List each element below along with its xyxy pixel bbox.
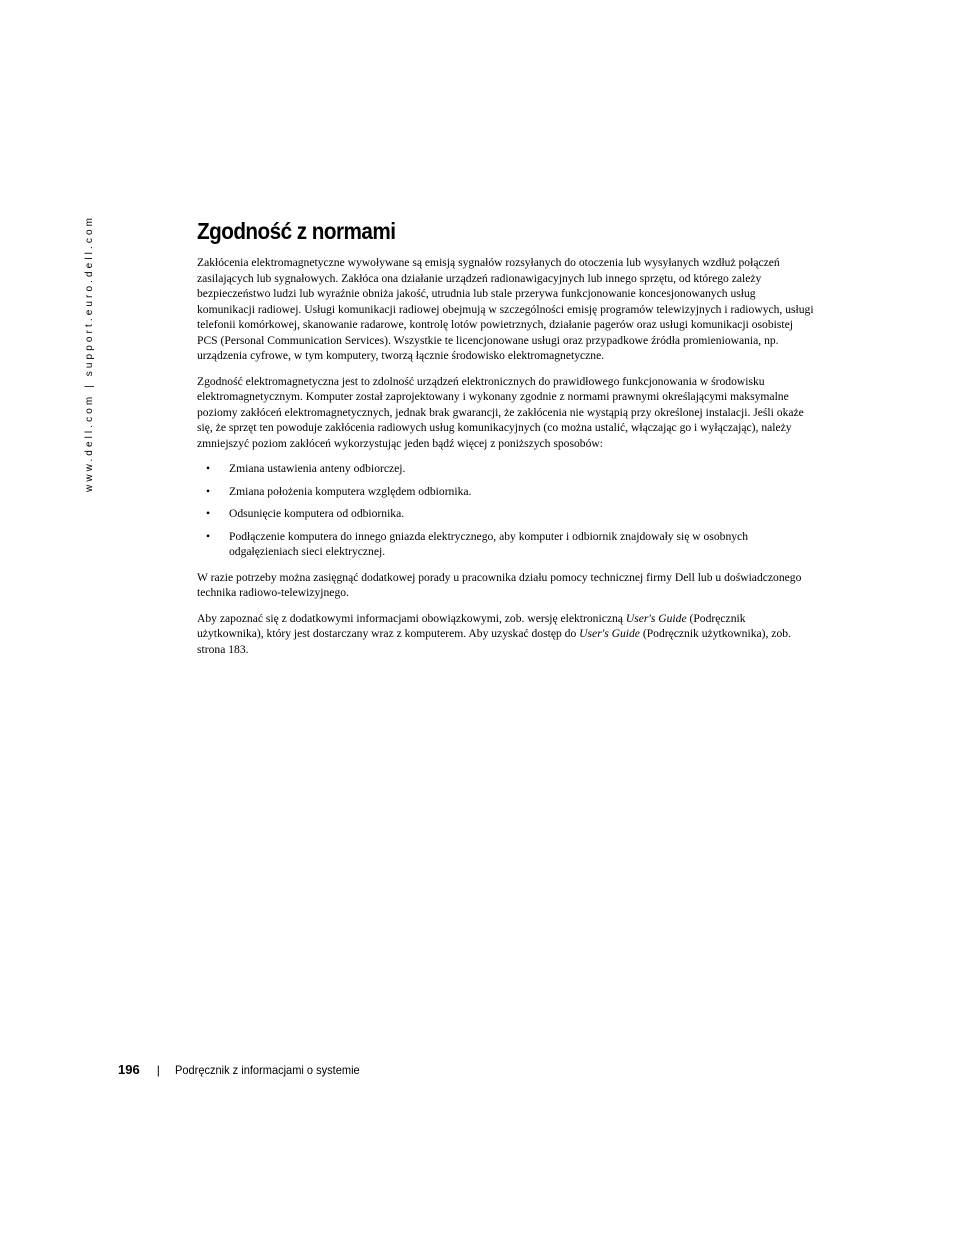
- list-item-text: Odsunięcie komputera od odbiornika.: [229, 507, 405, 520]
- list-item: [197, 506, 815, 522]
- sidebar-url: www.dell.com | support.euro.dell.com: [84, 214, 95, 492]
- paragraph-support: W razie potrzeby można zasięgnąć dodatkowej porady u pracownika działu pomocy technicznej firmy Dell lub u doświadczonego technika radiowo-telewizyjnego.: [197, 570, 802, 599]
- page-footer: [118, 1062, 376, 1078]
- main-content: [197, 216, 815, 667]
- users-guide-text-2: (Podręcznik użytkownika), który jest dostarczany wraz z komputerem. Aby uzyskać dostęp do: [197, 611, 746, 640]
- list-item-text: Podłączenie komputera do innego gniazda elektrycznego, aby komputer i odbiornik znajdowały się w osobnych odgałęzieniach sieci elektrycznej.: [229, 529, 748, 558]
- list-item: [197, 461, 815, 477]
- list-item: [197, 484, 815, 500]
- paragraph-users-guide: [197, 611, 815, 658]
- footer-title: Podręcznik z informacjami o systemie: [174, 1063, 360, 1077]
- paragraph-emc: Zgodność elektromagnetyczna jest to zdolność urządzeń elektronicznych do prawidłowego funkcjonowania w środowisku elektromagnetycznym. Komputer został zaprojektowany i wykonany zgodnie z normami prawnymi określającymi maksymalne poziomy zakłóceń elektromagnetycznych, jednak brak gwarancji, że zakłócenia nie wystąpią przy określonej instalacji. Jeśli okaże się, że sprzęt ten powoduje zakłócenia radiowych usług komunikacyjnych (co można ustalić, włączając go i wyłączając), należy zmniejszyć poziom zakłóceń wykorzystując jeden bądź więcej z poniższych sposobów:: [197, 374, 804, 450]
- bullet-icon: •: [206, 529, 211, 543]
- list-item-text: Zmiana położenia komputera względem odbiornika.: [229, 484, 472, 498]
- bullet-icon: •: [206, 507, 211, 520]
- bullet-icon: •: [206, 484, 211, 498]
- users-guide-title: User's Guide: [625, 611, 687, 625]
- paragraph-emi: Zakłócenia elektromagnetyczne wywoływane są emisją sygnałów rozsyłanych do otoczenia lub wysyłanych wzdłuż połączeń zasilających lub sygnałowych. Zakłóca ona działanie urządzeń radionawigacyjnych lub innego sprzętu, od którego zależy bezpieczeństwo ludzi lub wyraźnie obniża jakość, utrudnia lub stale przerywa funkcjonowanie koncesjonowanych usług komunikacji radiowej. Usługi komunikacji radiowej obejmują w szczególności emisję programów telewizyjnych i radiowych, usługi telefonii komórkowej, skanowanie radarowe, kontrolę lotów powietrznych, działanie pagerów oraz usługi komunikacji osobistej PCS (Personal Communication Services). Wszystkie te licencjonowane usługi oraz przypadkowe źródła promieniowania, np. urządzenia cyfrowe, w tym komputery, tworzą łącznie środowisko elektromagnetyczne.: [197, 256, 814, 362]
- remedy-list: [197, 461, 815, 560]
- list-item-text: Zmiana ustawienia anteny odbiorczej.: [229, 462, 406, 475]
- footer-separator: |: [156, 1063, 160, 1077]
- users-guide-text-3: (Podręcznik użytkownika), zob. strona 183.: [197, 627, 791, 656]
- list-item: [197, 529, 815, 560]
- users-guide-text-1: Aby zapoznać się z dodatkowymi informacjami obowiązkowymi, zob. wersję elektroniczną: [197, 611, 626, 625]
- page-number: 196: [118, 1062, 140, 1077]
- bullet-icon: •: [206, 462, 211, 475]
- users-guide-title: User's Guide: [579, 627, 640, 640]
- page-title: Zgodność z normami: [197, 218, 396, 244]
